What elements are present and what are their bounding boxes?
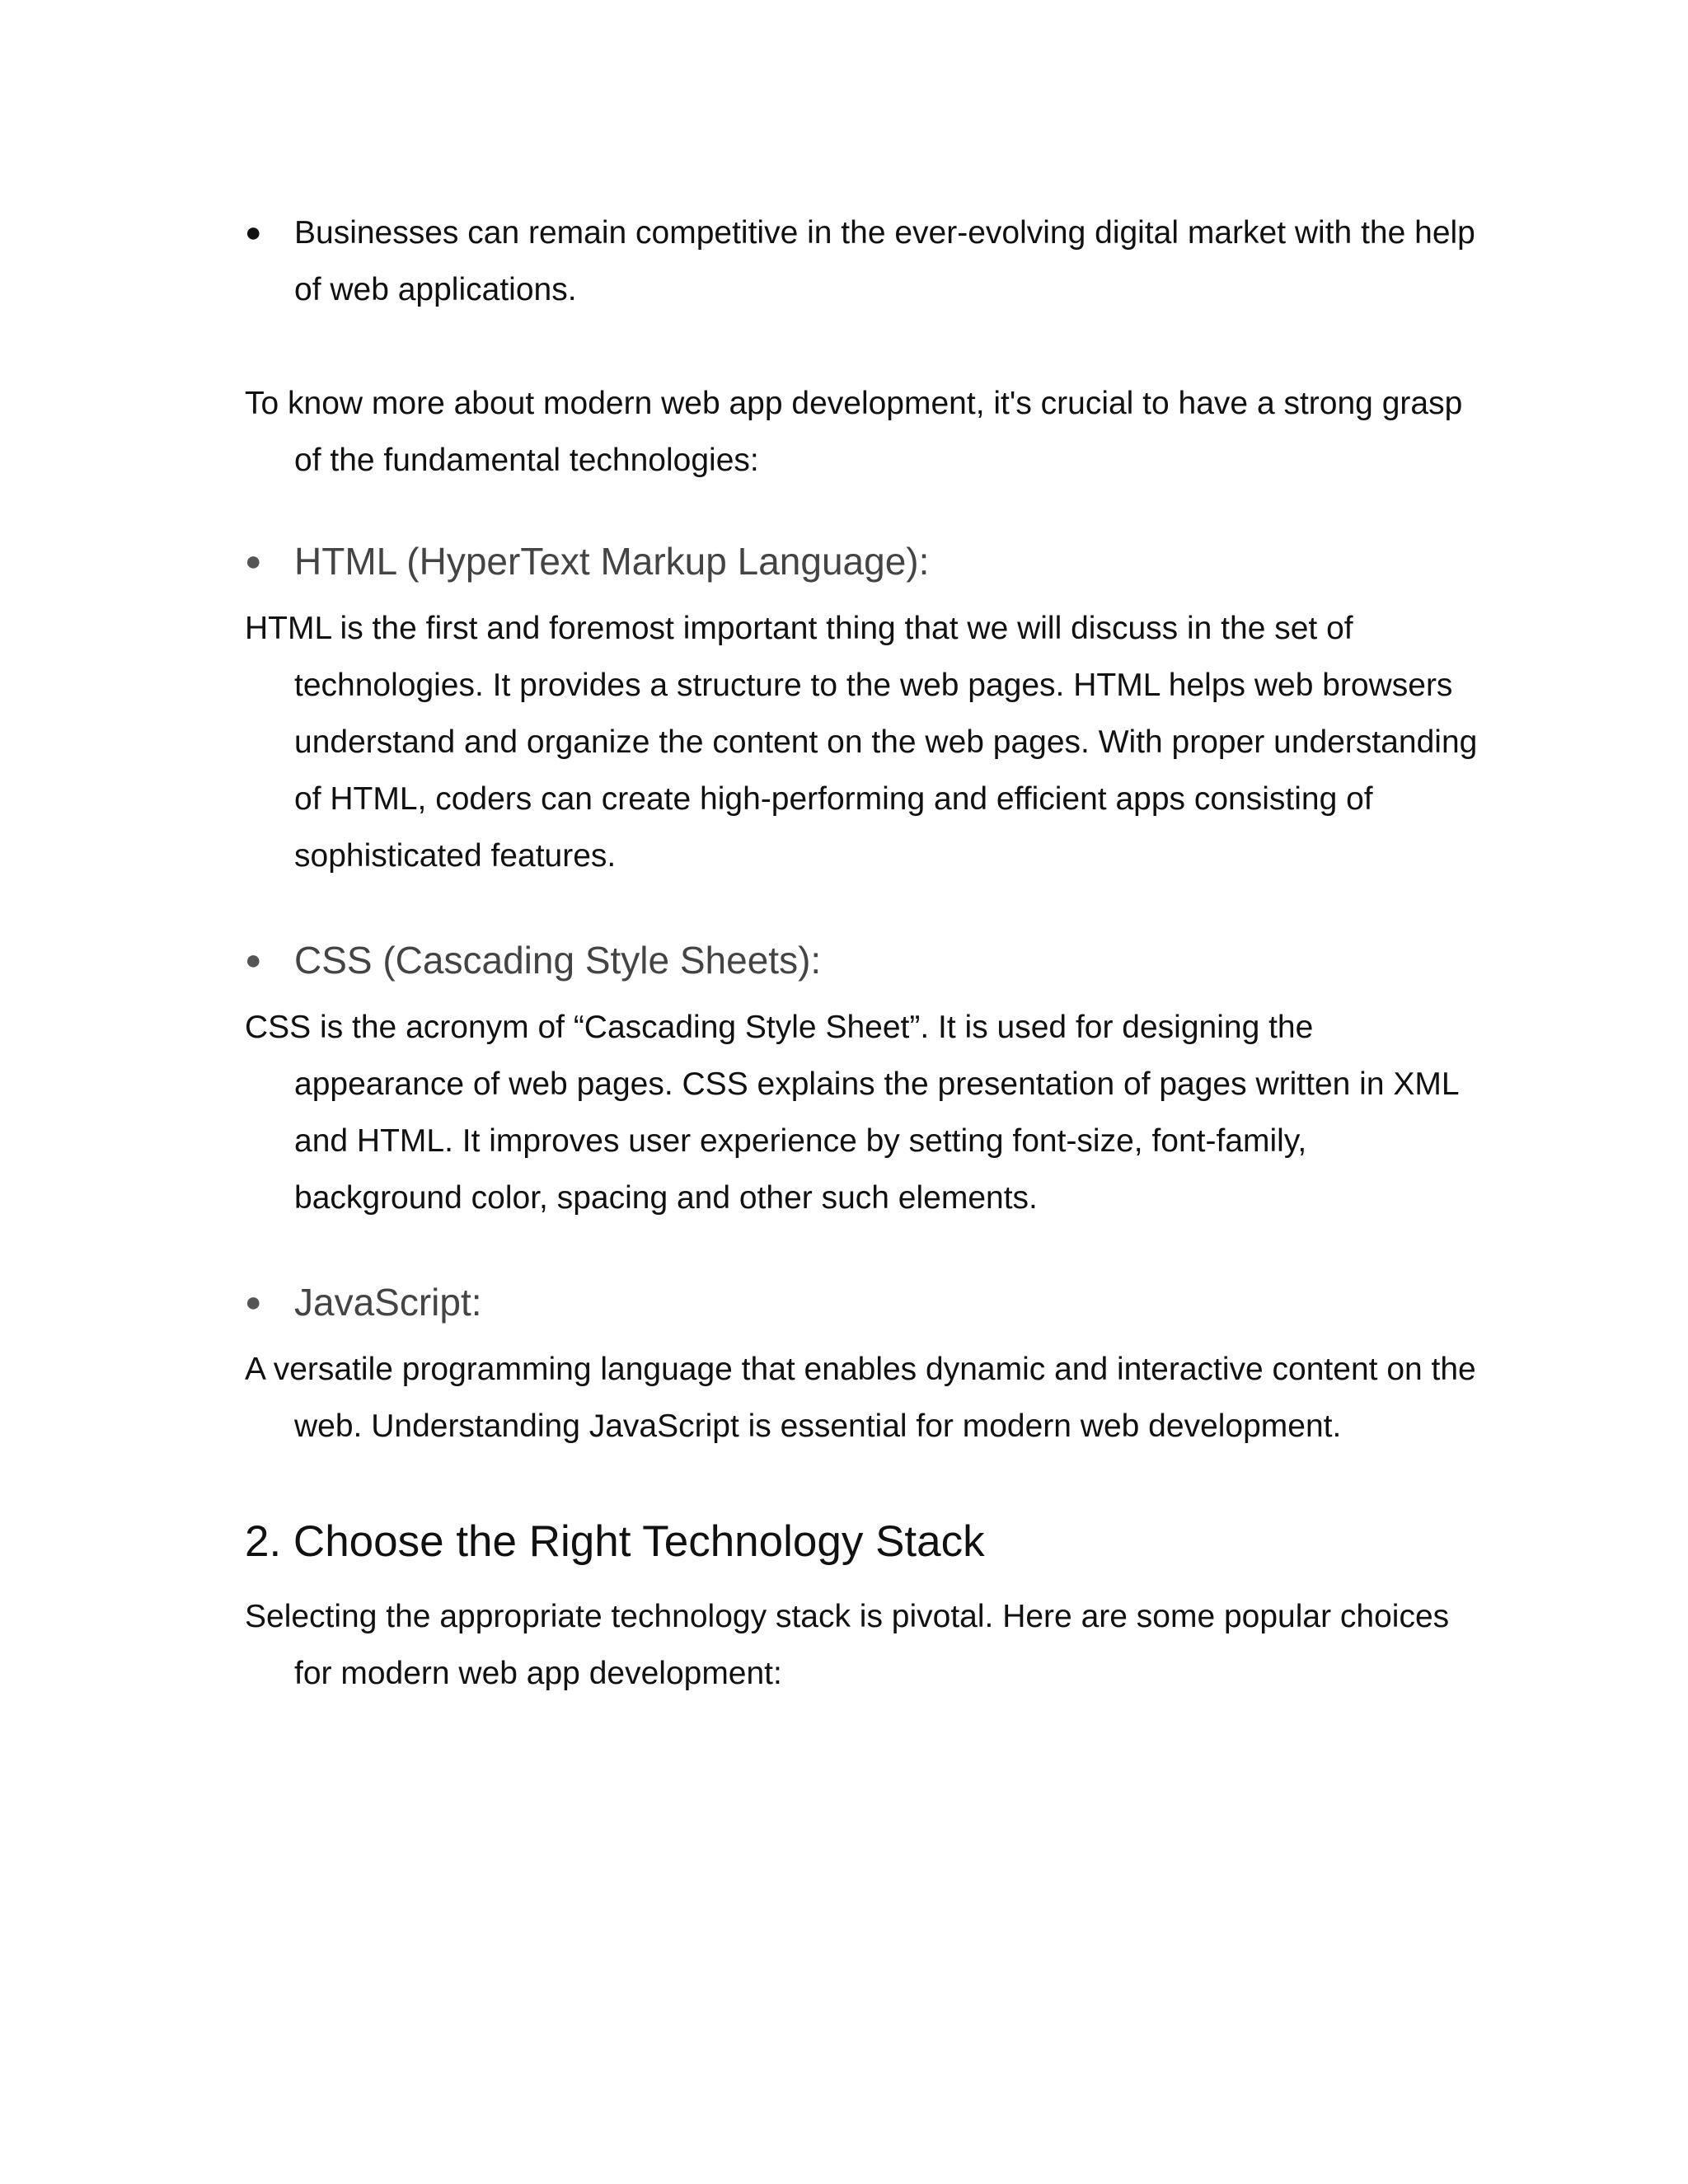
- bullet-icon: ●: [245, 1286, 262, 1318]
- document-content: [245, 204, 1481, 1702]
- bullet-icon: ●: [245, 546, 262, 577]
- bullet-icon: ●: [245, 217, 262, 248]
- intro-bullet-item: [245, 204, 1481, 318]
- section-heading: 2. Choose the Right Technology Stack: [245, 1517, 985, 1566]
- css-heading-text: CSS (Cascading Style Sheets):: [294, 939, 822, 982]
- bullet-icon: ●: [245, 944, 262, 976]
- javascript-heading-text: JavaScript:: [294, 1281, 482, 1324]
- section-paragraph: Selecting the appropriate technology stack is pivotal. Here are some popular choices for modern web app development:: [245, 1599, 1450, 1691]
- javascript-paragraph: A versatile programming language that enables dynamic and interactive content on the web. Understanding JavaScript is essential for modern web development.: [245, 1352, 1476, 1444]
- html-heading-text: HTML (HyperText Markup Language):: [294, 540, 930, 583]
- html-heading: [245, 533, 1481, 590]
- intro-paragraph: To know more about modern web app development, it's crucial to have a strong grasp of the fundamental technologies:: [245, 386, 1463, 478]
- css-heading: [245, 932, 1481, 989]
- html-paragraph: HTML is the first and foremost important thing that we will discuss in the set of technologies. It provides a structure to the web pages. HTML helps web browsers understand and organize the content on the web pages. With proper understanding of HTML, coders can create high-performing and efficient apps consisting of sophisticated features.: [245, 611, 1478, 874]
- intro-bullet-text: Businesses can remain competitive in the ever-evolving digital market with the help of web applications.: [294, 215, 1475, 307]
- css-paragraph: CSS is the acronym of “Cascading Style Sheet”. It is used for designing the appearance of web pages. CSS explains the presentation of pages written in XML and HTML. It improves user experience by setting font-size, font-family, background color, spacing and other such elements.: [245, 1010, 1459, 1216]
- javascript-heading: [245, 1274, 1481, 1331]
